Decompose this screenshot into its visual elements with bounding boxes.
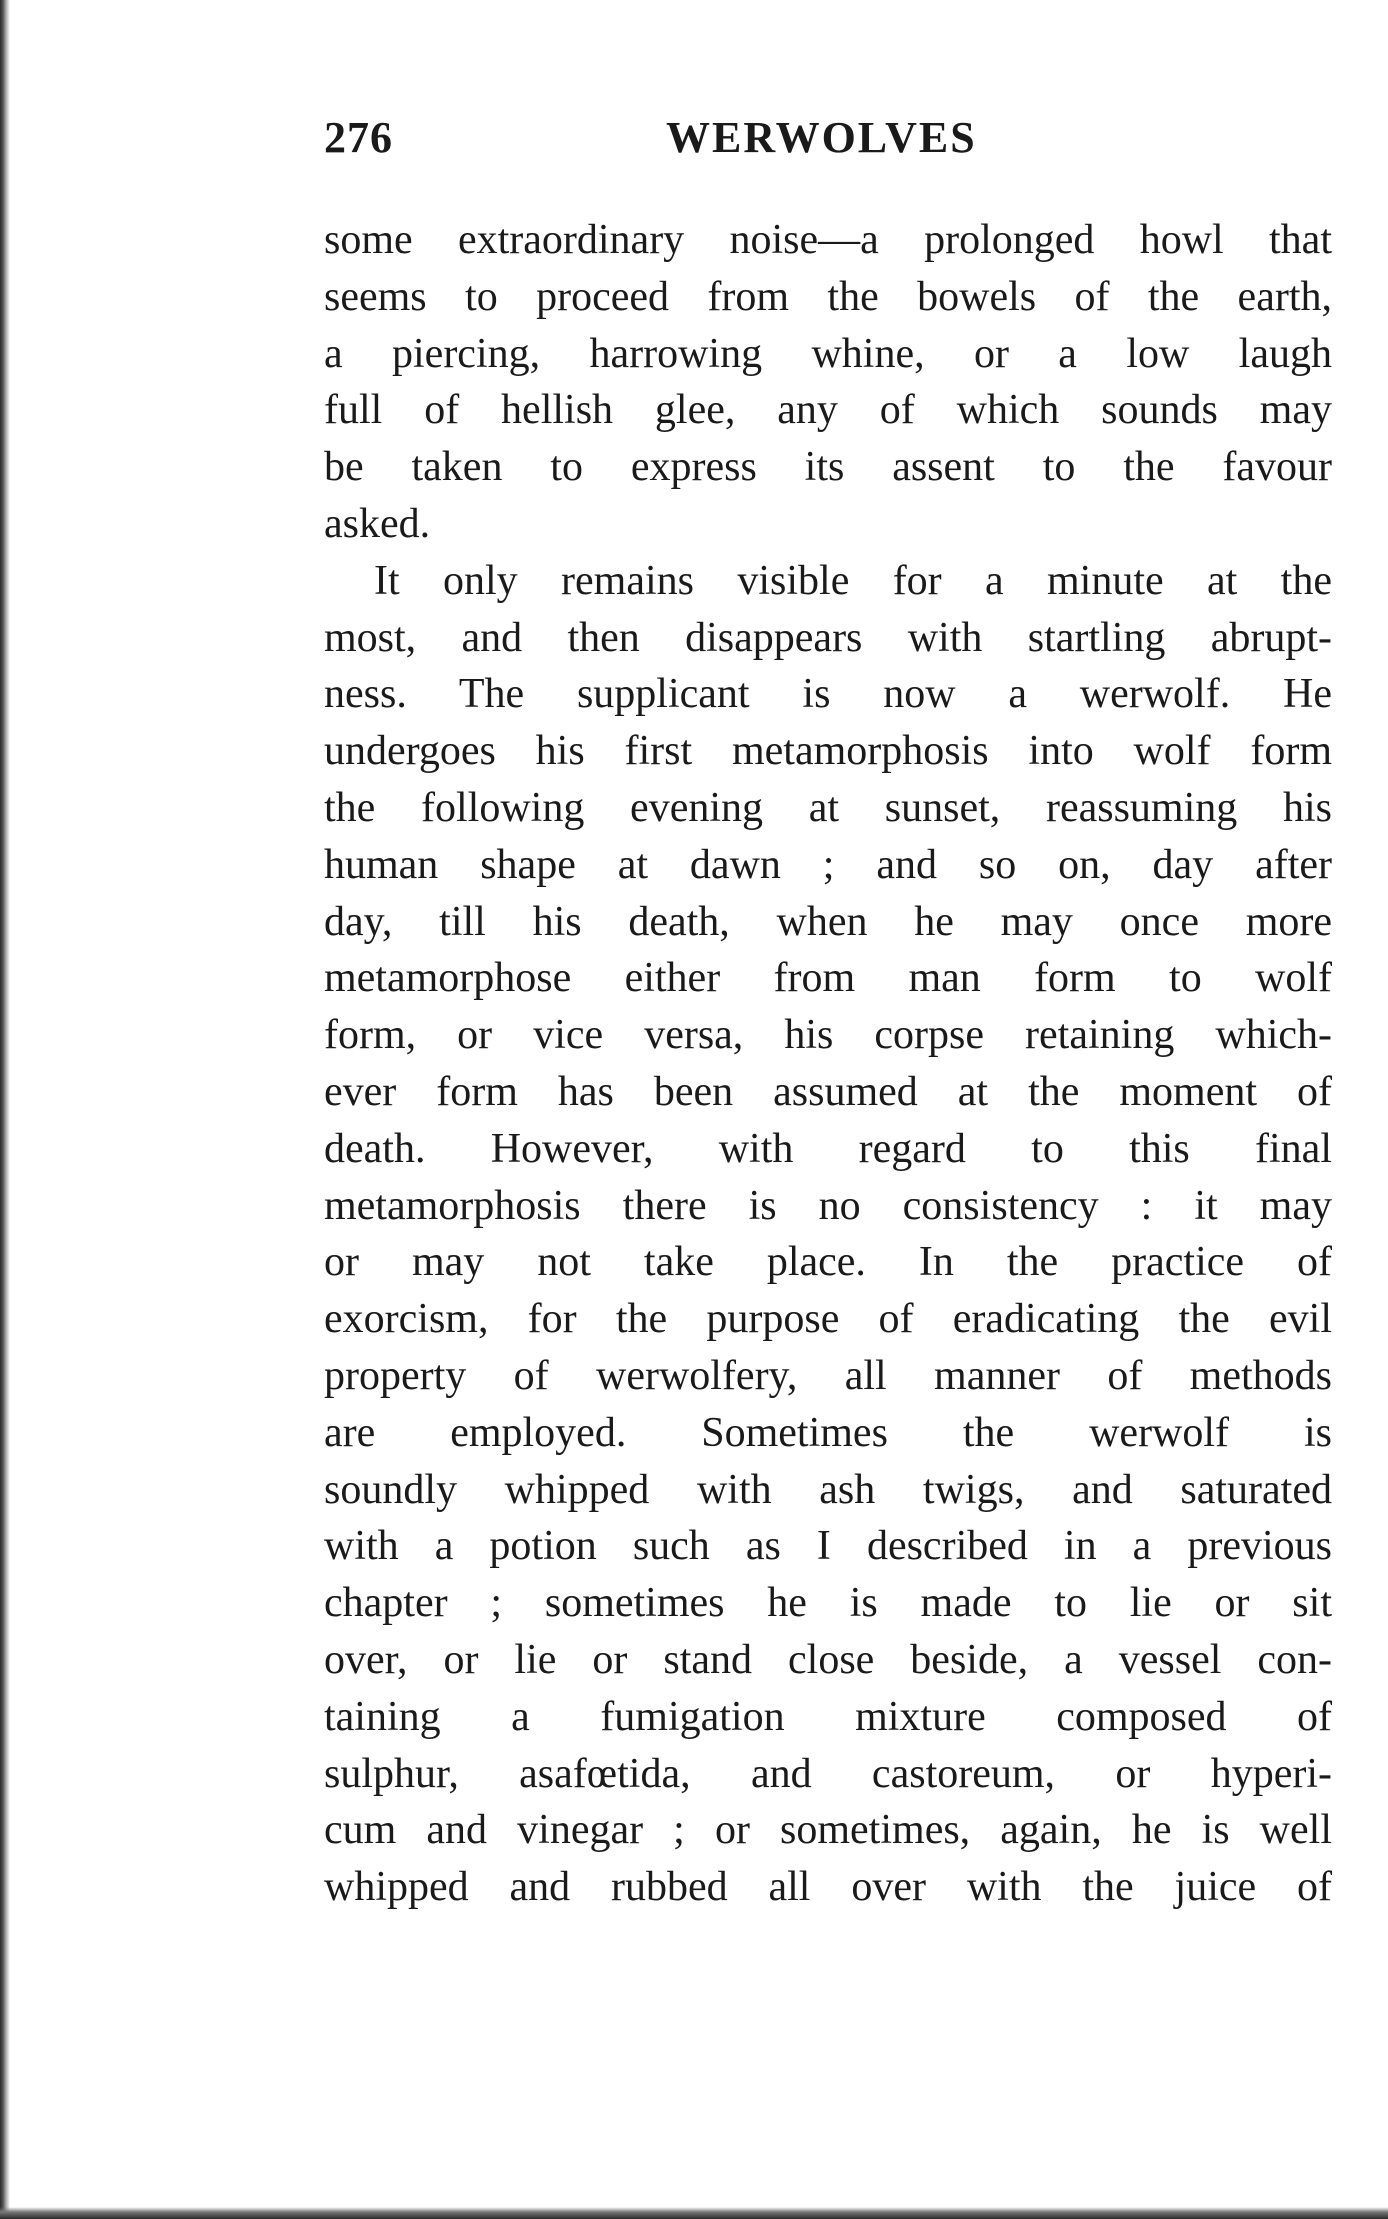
text-line: cum and vinegar ; or sometimes, again, he is well: [324, 1807, 1332, 1854]
page-bottom-shadow: [0, 2207, 1388, 2219]
text-line: sulphur, asafœtida, and castoreum, or hyperi-: [324, 1750, 1332, 1797]
running-head: [324, 112, 1332, 166]
text-line: metamorphose either from man form to wolf: [324, 955, 1332, 1002]
text-line: chapter ; sometimes he is made to lie or sit: [324, 1580, 1332, 1627]
text-line: seems to proceed from the bowels of the earth,: [324, 273, 1332, 320]
text-line: exorcism, for the purpose of eradicating the evil: [324, 1296, 1332, 1343]
text-line: day, till his death, when he may once more: [324, 898, 1332, 945]
text-line: human shape at dawn ; and so on, day after: [324, 841, 1332, 888]
text-line: form, or vice versa, his corpse retaining which-: [324, 1012, 1332, 1059]
text-line: some extraordinary noise—a prolonged howl that: [324, 217, 1332, 263]
text-line: undergoes his first metamorphosis into wolf form: [324, 728, 1332, 775]
body-text: [324, 212, 1332, 1916]
text-line: be taken to express its assent to the favour: [324, 444, 1332, 491]
text-line: full of hellish glee, any of which sounds may: [324, 387, 1332, 434]
text-line: property of werwolfery, all manner of methods: [324, 1352, 1332, 1399]
text-line: or may not take place. In the practice of: [324, 1239, 1332, 1286]
text-line: death. However, with regard to this final: [324, 1125, 1332, 1172]
text-line: ever form has been assumed at the moment of: [324, 1068, 1332, 1115]
text-line: whipped and rubbed all over with the juice of: [324, 1864, 1332, 1911]
text-line: with a potion such as I described in a previous: [324, 1523, 1332, 1570]
text-line: soundly whipped with ash twigs, and saturated: [324, 1466, 1332, 1513]
text-line: over, or lie or stand close beside, a vessel con-: [324, 1636, 1332, 1683]
text-line: are employed. Sometimes the werwolf is: [324, 1409, 1332, 1456]
page-number: 276: [324, 113, 393, 162]
running-title: WERWOLVES: [666, 113, 977, 162]
text-line: a piercing, harrowing whine, or a low laugh: [324, 330, 1332, 377]
text-line: asked.: [324, 500, 431, 547]
text-line: taining a fumigation mixture composed of: [324, 1693, 1332, 1740]
paragraph-first-line: It only remains visible for a minute at the: [374, 557, 1332, 604]
text-line: metamorphosis there is no consistency : it may: [324, 1182, 1332, 1229]
text-line: most, and then disappears with startling abrupt-: [324, 614, 1332, 661]
page-edge-shadow: [0, 0, 10, 2219]
text-line: the following evening at sunset, reassuming his: [324, 784, 1332, 831]
text-line: ness. The supplicant is now a werwolf. He: [324, 671, 1332, 718]
